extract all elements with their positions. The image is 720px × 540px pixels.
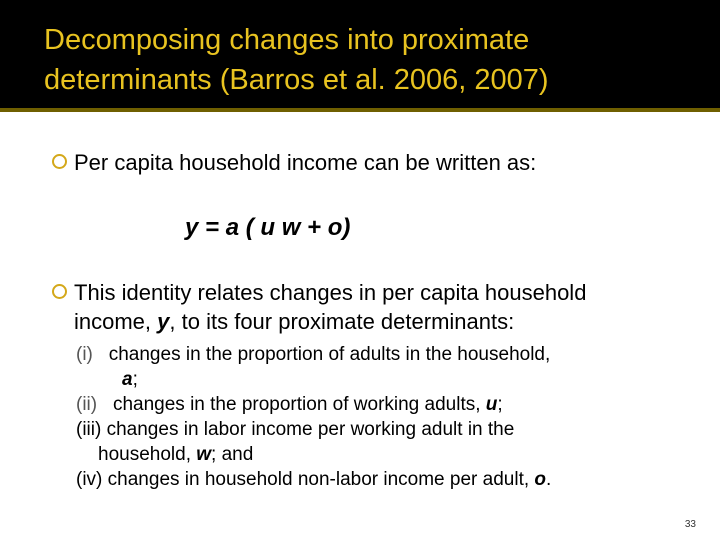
identity-equation: y = a ( u w + o) — [185, 214, 351, 241]
page-number: 33 — [684, 519, 696, 530]
item-number: (iv) — [76, 469, 103, 490]
item-text: changes in the proportion of adults in the household, — [108, 344, 551, 365]
bullet-item — [52, 148, 692, 177]
determinant-item — [76, 417, 676, 467]
item-text: changes in household non-labor income per adult, — [107, 469, 535, 490]
bullet-line-prefix: income, — [74, 309, 158, 334]
item-tail: ; — [132, 369, 138, 390]
determinant-item — [76, 342, 676, 392]
title-accent-line — [0, 108, 720, 112]
item-number: (ii) — [76, 394, 98, 415]
bullet-item — [52, 278, 692, 336]
bullet-text — [74, 278, 692, 336]
item-text-continued: household, — [98, 444, 197, 465]
bullet-ring-icon — [52, 284, 67, 299]
item-tail: . — [546, 469, 552, 490]
slide-title: Decomposing changes into proximate determinants (Barros et al. 2006, 2007) — [44, 24, 549, 96]
item-tail: ; and — [211, 444, 254, 465]
item-text: changes in labor income per working adult in the — [106, 419, 515, 440]
variable: y — [157, 309, 170, 334]
variable: w — [196, 444, 212, 465]
determinants-list — [76, 342, 676, 492]
determinant-item — [76, 392, 676, 417]
title-bar — [0, 0, 720, 112]
item-number: (iii) — [76, 419, 102, 440]
item-text: changes in the proportion of working adults, — [112, 394, 486, 415]
variable: a — [122, 369, 133, 390]
item-tail: ; — [497, 394, 503, 415]
bullet-line-suffix: , to its four proximate determinants: — [169, 309, 515, 334]
variable: o — [534, 469, 547, 490]
bullet-line: This identity relates changes in per capita household — [74, 280, 587, 305]
item-number: (i) — [76, 344, 93, 365]
bullet-text: Per capita household income can be written as: — [74, 150, 537, 175]
determinant-item — [76, 467, 676, 492]
bullet-ring-icon — [52, 154, 67, 169]
variable: u — [485, 394, 498, 415]
